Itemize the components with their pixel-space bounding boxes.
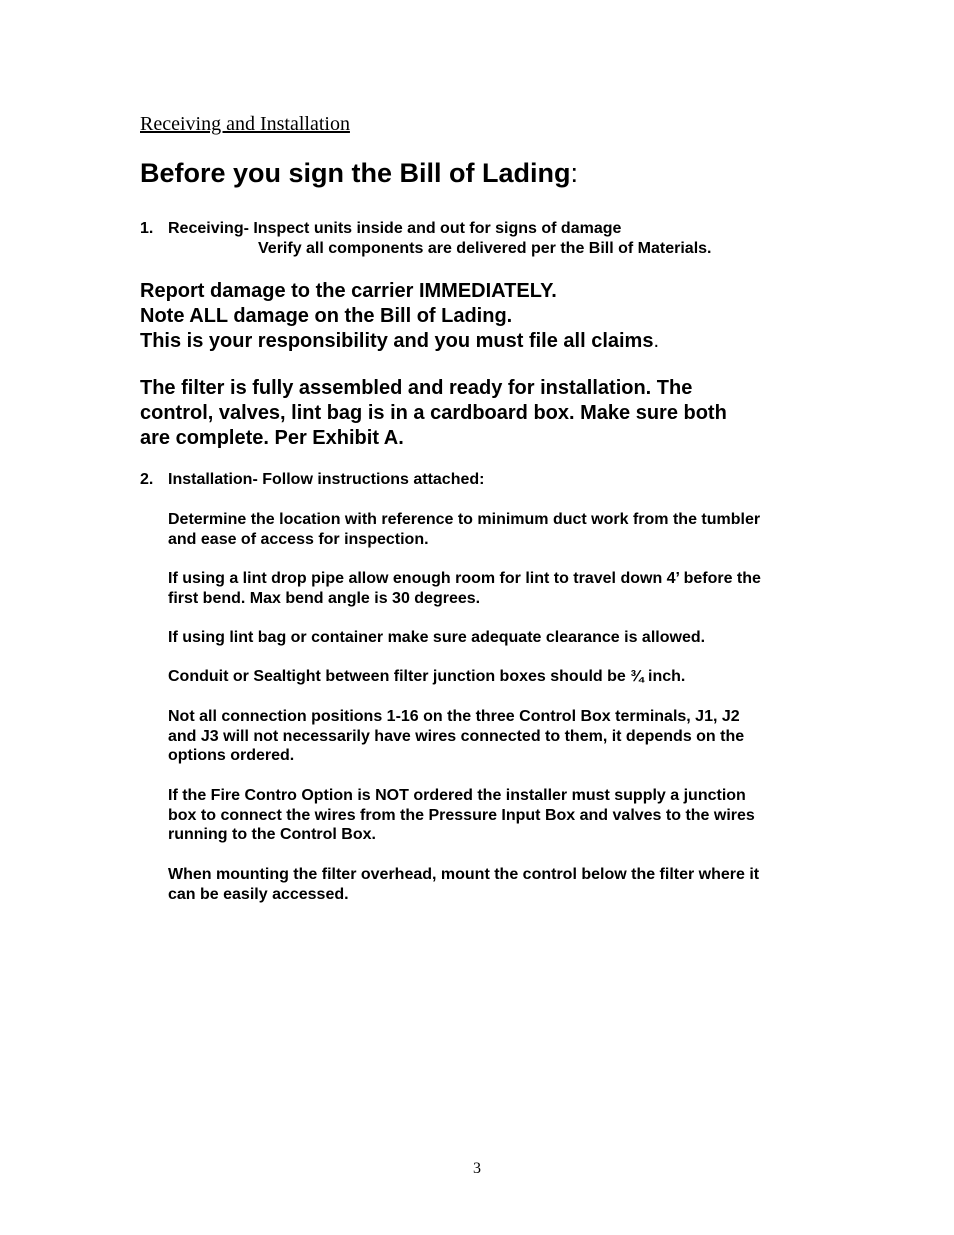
instruction-paragraph <box>168 628 828 648</box>
instruction-paragraph <box>168 667 828 687</box>
instruction-line: Determine the location with reference to minimum duct work from the tumbler <box>168 511 761 528</box>
instruction-line: and ease of access for inspection. <box>168 530 429 548</box>
item-1-line-2: Verify all components are delivered per the Bill of Materials. <box>258 240 712 257</box>
section-title: Receiving and Installation <box>140 113 350 135</box>
warning-line: Note ALL damage on the Bill of Lading. <box>140 305 513 327</box>
assembly-line: are complete. Per Exhibit A. <box>140 427 404 449</box>
instruction-paragraph <box>168 865 828 904</box>
instruction-line: can be easily accessed. <box>168 885 349 903</box>
page-number: 3 <box>473 1160 481 1177</box>
instruction-line: and J3 will not necessarily have wires connected to them, it depends on the <box>168 727 745 745</box>
instruction-paragraph <box>168 569 828 608</box>
instruction-line: running to the Control Box. <box>168 826 376 843</box>
warning-line <box>140 329 820 354</box>
instruction-line: Conduit or Sealtight between filter junction boxes should be ¾ inch. <box>168 668 686 685</box>
instruction-line: When mounting the filter overhead, mount the control below the filter where it <box>168 866 760 883</box>
page-title-text: Before you sign the Bill of Lading <box>140 158 571 188</box>
page-title <box>140 158 578 189</box>
instruction-line: first bend. Max bend angle is 30 degrees. <box>168 589 481 607</box>
assembly-line: The filter is fully assembled and ready for installation. The <box>140 377 693 399</box>
assembly-line: control, valves, lint bag is in a cardboard box. Make sure both <box>140 402 727 424</box>
instruction-line: If using a lint drop pipe allow enough room for lint to travel down 4’ before the <box>168 570 761 587</box>
item-1-number: 1. <box>140 220 154 237</box>
instruction-paragraph <box>168 707 828 766</box>
instruction-line: If using lint bag or container make sure adequate clearance is allowed. <box>168 629 706 646</box>
instruction-paragraph <box>168 510 828 549</box>
instruction-line: options ordered. <box>168 747 295 764</box>
damage-warning <box>140 279 820 354</box>
instruction-paragraph <box>168 786 828 845</box>
warning-period: . <box>653 330 660 352</box>
page-title-colon: : <box>570 158 579 188</box>
item-2-number: 2. <box>140 471 154 488</box>
instruction-line: Not all connection positions 1-16 on the three Control Box terminals, J1, J2 <box>168 708 740 725</box>
warning-line: Report damage to the carrier IMMEDIATELY. <box>140 280 557 302</box>
item-1-line-1: Receiving- Inspect units inside and out for signs of damage <box>168 220 622 237</box>
instruction-line: box to connect the wires from the Pressure Input Box and valves to the wires <box>168 806 755 824</box>
item-2-label: Installation- Follow instructions attached: <box>168 471 485 488</box>
instruction-line: If the Fire Contro Option is NOT ordered the installer must supply a junction <box>168 787 746 804</box>
warning-line-text: This is your responsibility and you must file all claims <box>140 330 654 352</box>
assembly-notice <box>140 376 820 451</box>
